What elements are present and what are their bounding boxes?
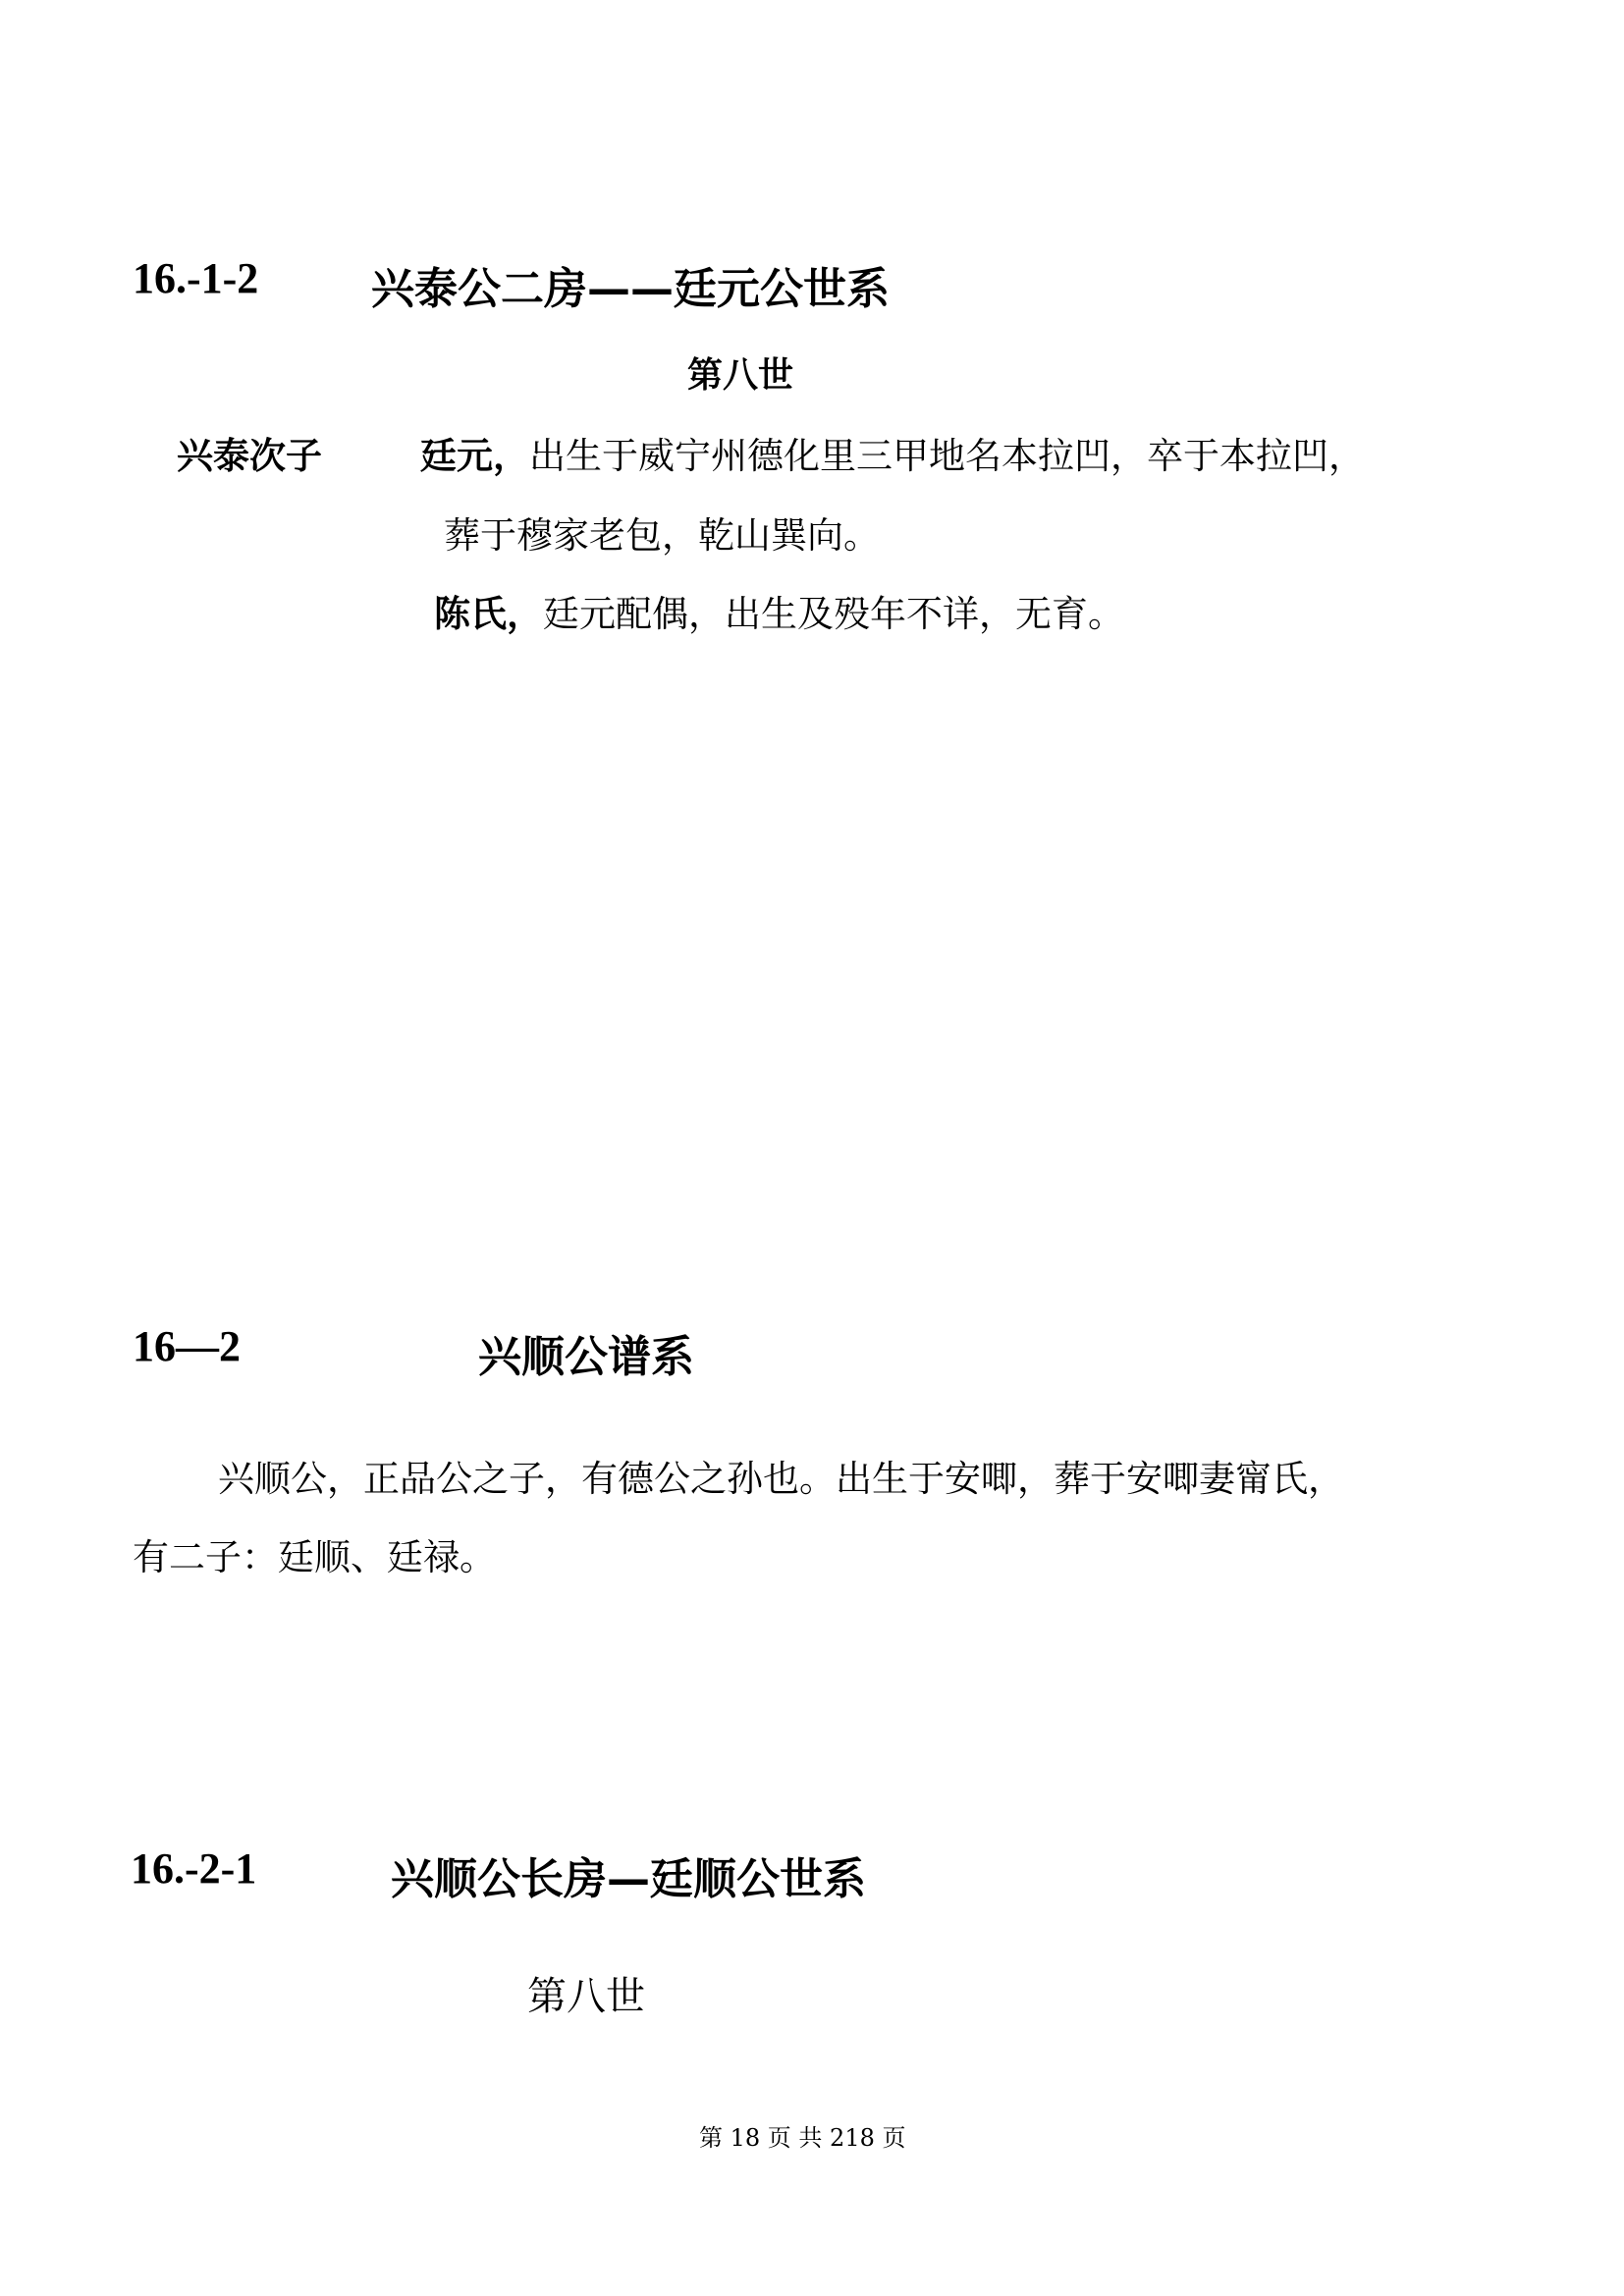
section-3-title: 兴顺公长房—廷顺公世系: [391, 1854, 866, 1904]
entry-line-1: [420, 426, 1365, 479]
section-2-paragraph-line1: 兴顺公，正品公之子，有德公之孙也。出生于安唧，葬于安唧妻甯氏，: [218, 1458, 1344, 1500]
spouse-text: 廷元配偶，出生及殁年不详，无育。: [543, 593, 1124, 635]
entry-text-line2: 葬于穆家老包，乾山巽向。: [444, 514, 880, 557]
section-2-title: 兴顺公谱系: [478, 1332, 694, 1382]
section-3-number: 16.-2-1: [131, 1844, 257, 1893]
entry-text-line1: 出生于威宁州德化里三甲地名本拉凹，卒于本拉凹，: [529, 435, 1365, 477]
entry-name: 廷元，: [420, 435, 529, 477]
entry-relation: 兴泰次子: [177, 435, 322, 477]
page-footer: 第 18 页 共 218 页: [699, 2124, 906, 2152]
section-2-number: 16—2: [133, 1322, 241, 1370]
section-1-generation: 第八世: [687, 355, 794, 396]
spouse-name: 陈氏，: [434, 593, 543, 635]
section-1-title: 兴泰公二房——廷元公世系: [371, 264, 890, 314]
entry-spouse-line: [434, 584, 1124, 637]
section-3-generation: 第八世: [527, 1974, 645, 2019]
section-1-number: 16.-1-2: [133, 254, 259, 302]
section-2-paragraph-line2: 有二子：廷顺、廷禄。: [133, 1536, 496, 1578]
